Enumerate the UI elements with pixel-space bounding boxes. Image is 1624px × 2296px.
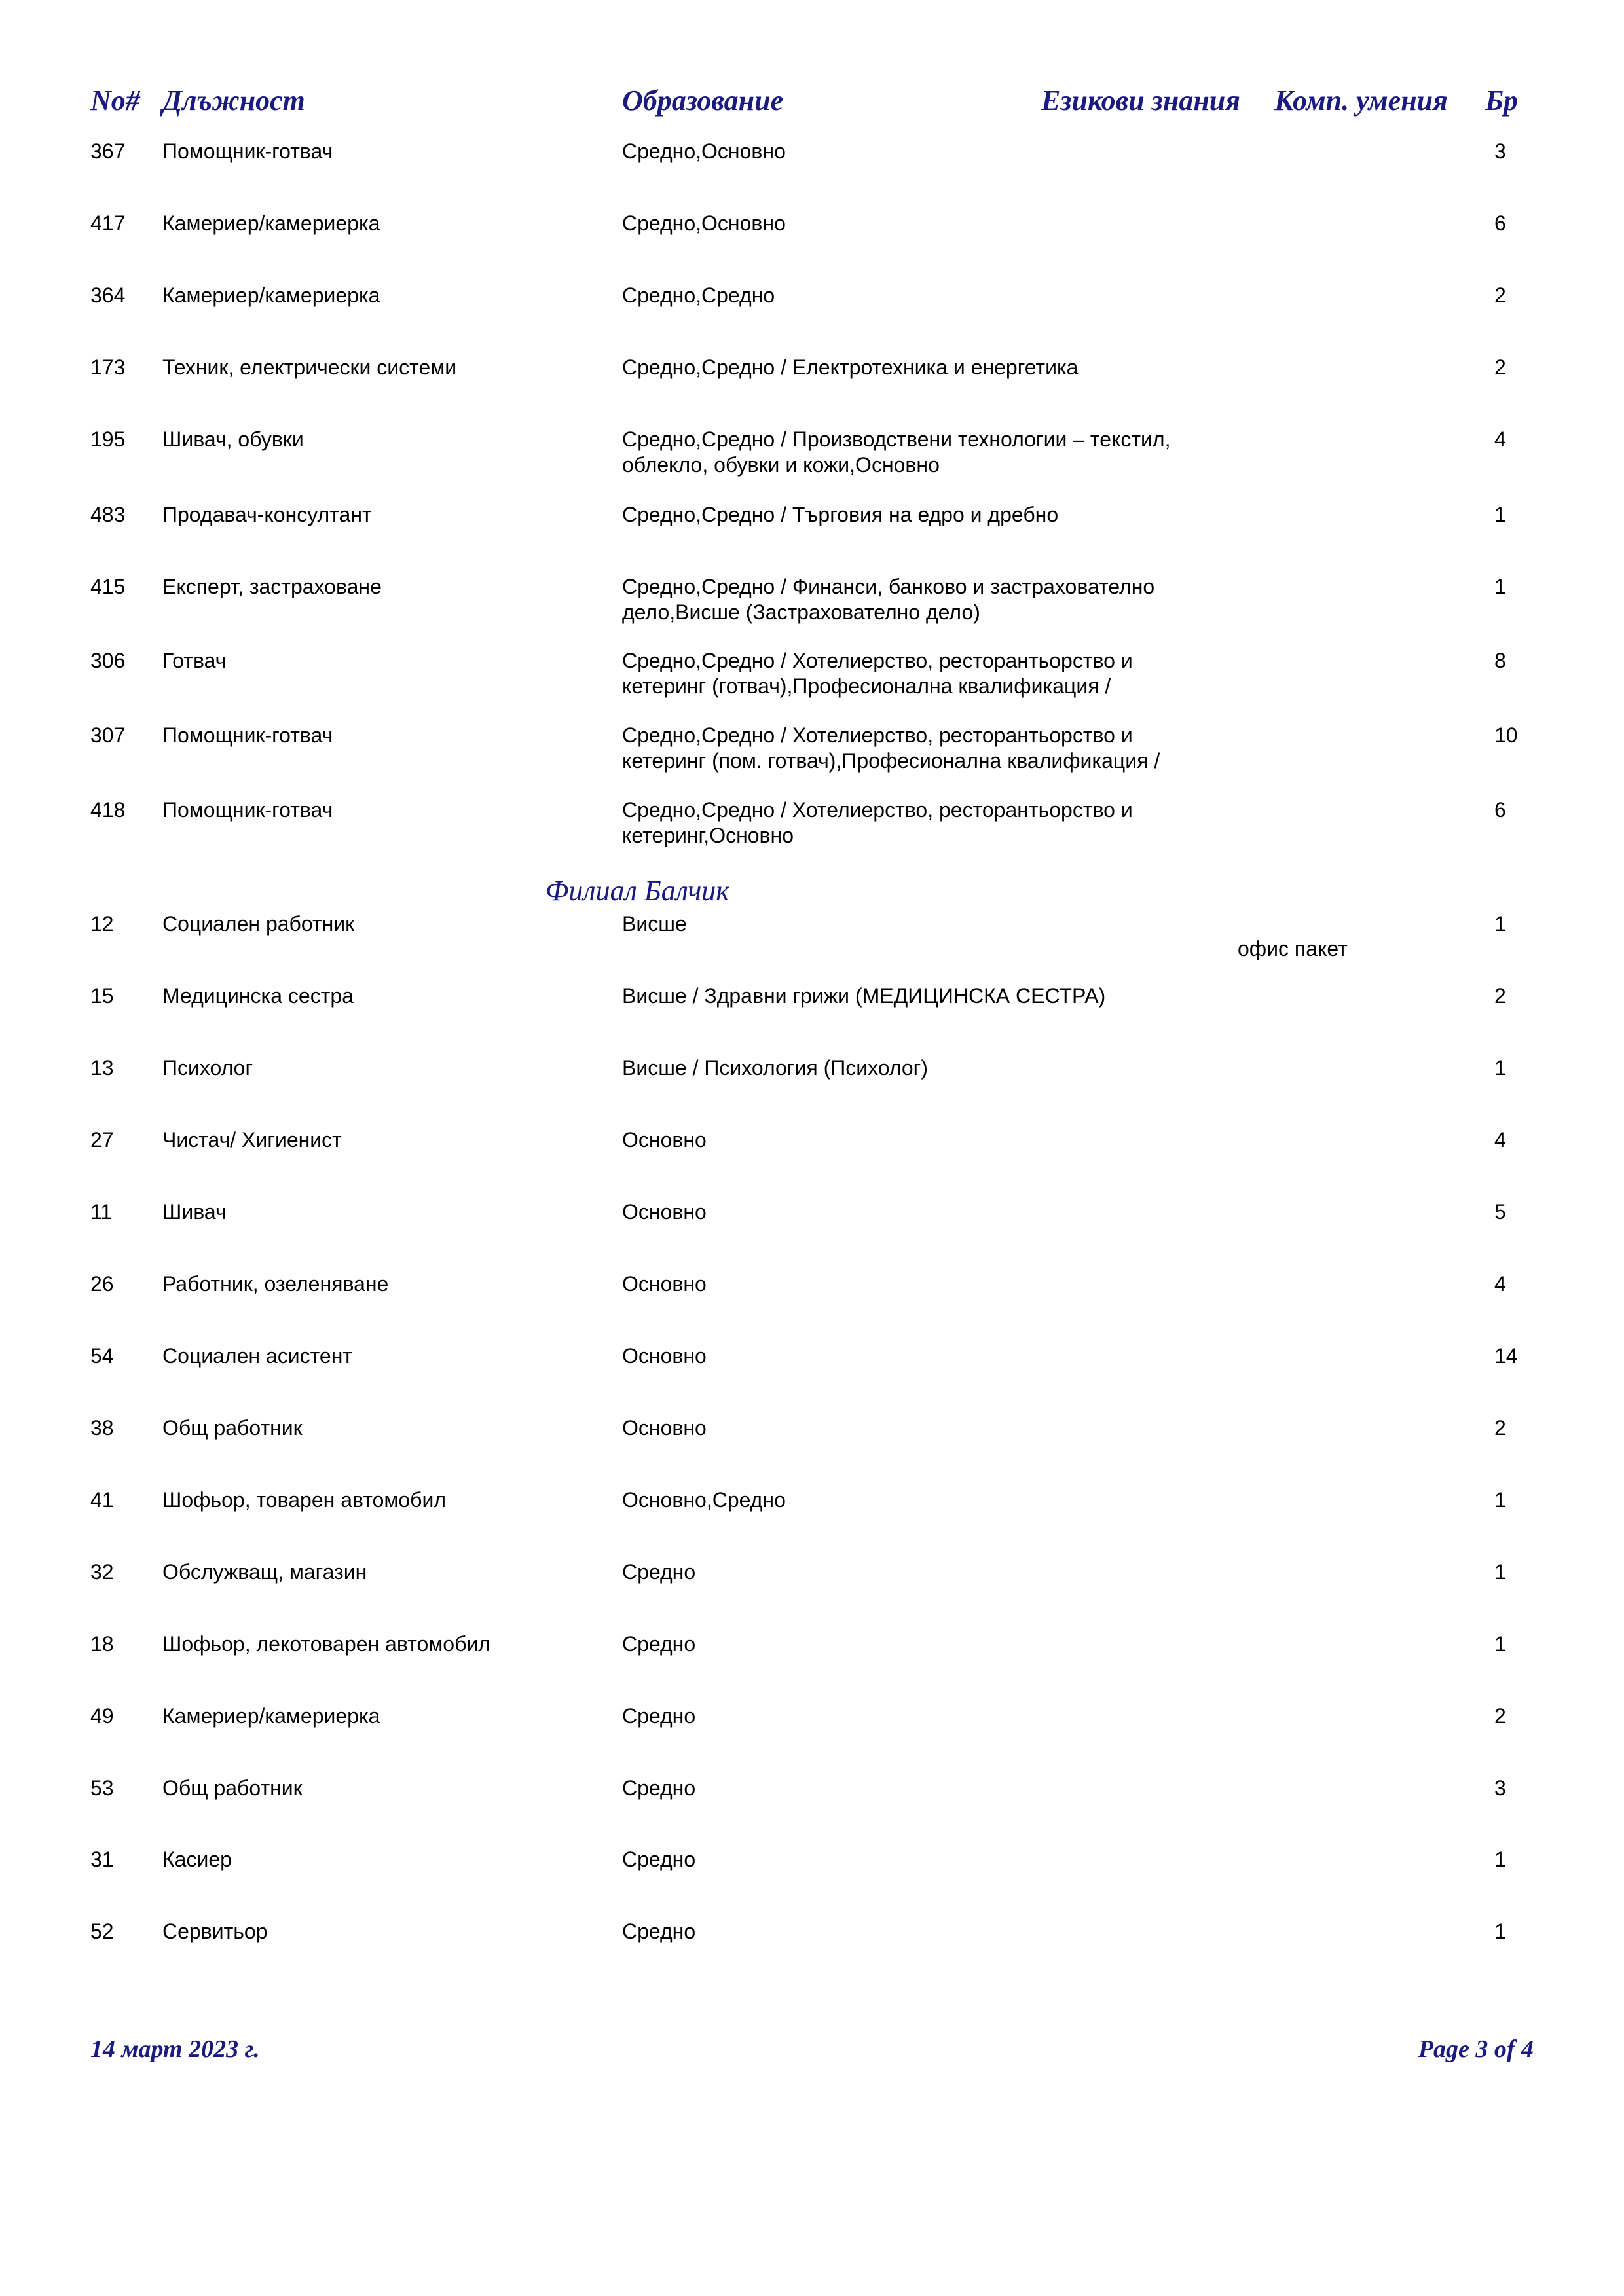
- row-position: Камериер/камериерка: [162, 1704, 380, 1728]
- row-count: 1: [1494, 575, 1506, 598]
- row-count: 2: [1494, 355, 1506, 379]
- row-count: 3: [1494, 1776, 1506, 1800]
- row-education: Основно,Средно: [622, 1488, 786, 1512]
- row-count: 2: [1494, 1416, 1506, 1440]
- row-count: 4: [1494, 1128, 1506, 1152]
- row-position: Продавач-консултант: [162, 503, 372, 526]
- row-count: 1: [1494, 1560, 1506, 1584]
- row-number: 53: [90, 1776, 114, 1800]
- row-number: 41: [90, 1488, 114, 1512]
- row-number: 15: [90, 984, 114, 1008]
- row-position: Обслужващ, магазин: [162, 1560, 367, 1584]
- row-education: Средно,Средно: [622, 283, 775, 307]
- row-count: 5: [1494, 1200, 1506, 1224]
- row-education: Средно,Средно / Електротехника и енергетика: [622, 355, 1079, 379]
- row-education: Средно,Средно / Хотелиерство, ресторантьорство и кетеринг,Основно: [622, 798, 1133, 847]
- row-count: 1: [1494, 503, 1506, 526]
- row-position: Общ работник: [162, 1416, 303, 1440]
- row-position: Шивач, обувки: [162, 428, 304, 451]
- row-education: Средно,Основно: [622, 211, 786, 235]
- row-education: Средно: [622, 1560, 696, 1584]
- header-education: Образование: [622, 84, 784, 117]
- row-count: 1: [1494, 1632, 1506, 1656]
- row-position: Помощник-готвач: [162, 798, 333, 822]
- row-education: Средно: [622, 1632, 696, 1656]
- row-education: Средно,Средно / Производствени технологии – текстил, облекло, обувки и кожи,Основно: [622, 428, 1171, 477]
- row-education: Основно: [622, 1200, 707, 1224]
- row-computer-skills: офис пакет: [1238, 937, 1348, 960]
- row-count: 6: [1494, 798, 1506, 822]
- row-education: Средно,Средно / Хотелиерство, ресторантьорство и кетеринг (пом. готвач),Професионална квалификация /: [622, 723, 1160, 773]
- row-position: Шофьор, товарен автомобил: [162, 1488, 447, 1512]
- row-count: 2: [1494, 984, 1506, 1008]
- row-number: 13: [90, 1056, 114, 1080]
- row-number: 415: [90, 575, 126, 598]
- row-count: 4: [1494, 1272, 1506, 1296]
- row-number: 306: [90, 649, 126, 672]
- row-position: Чистач/ Хигиенист: [162, 1128, 342, 1152]
- row-education: Основно: [622, 1128, 707, 1152]
- row-number: 367: [90, 139, 126, 163]
- row-number: 12: [90, 912, 114, 936]
- row-position: Шофьор, лекотоварен автомобил: [162, 1632, 490, 1656]
- row-position: Психолог: [162, 1056, 253, 1080]
- row-number: 417: [90, 211, 126, 235]
- row-number: 364: [90, 283, 126, 307]
- row-number: 195: [90, 428, 126, 451]
- row-education: Основно: [622, 1272, 707, 1296]
- row-position: Помощник-готвач: [162, 139, 333, 163]
- row-count: 1: [1494, 1488, 1506, 1512]
- row-position: Камериер/камериерка: [162, 211, 380, 235]
- row-number: 418: [90, 798, 126, 822]
- row-count: 2: [1494, 1704, 1506, 1728]
- row-position: Шивач: [162, 1200, 227, 1224]
- row-number: 49: [90, 1704, 114, 1728]
- header-position: Длъжност: [162, 84, 305, 117]
- header-no: No#: [90, 84, 140, 117]
- row-number: 54: [90, 1344, 114, 1368]
- row-number: 307: [90, 723, 126, 747]
- header-computer-skills: Комп. умения: [1274, 84, 1448, 117]
- row-position: Социален асистент: [162, 1344, 353, 1368]
- row-education: Средно,Средно / Хотелиерство, ресторантьорство и кетеринг (готвач),Професионална квалификация /: [622, 649, 1133, 698]
- row-count: 1: [1494, 1920, 1506, 1943]
- row-number: 11: [90, 1200, 113, 1224]
- footer-page-number: Page 3 of 4: [1418, 2035, 1534, 2063]
- row-position: Социален работник: [162, 912, 355, 936]
- row-number: 27: [90, 1128, 114, 1152]
- row-count: 1: [1494, 912, 1506, 936]
- row-number: 32: [90, 1560, 114, 1584]
- row-education: Средно,Средно / Търговия на едро и дребно: [622, 503, 1059, 526]
- header-languages: Езикови знания: [1041, 84, 1240, 117]
- row-position: Техник, електрически системи: [162, 355, 457, 379]
- row-number: 173: [90, 355, 126, 379]
- row-education: Средно: [622, 1848, 696, 1871]
- header-count: Бр: [1485, 84, 1518, 117]
- row-count: 3: [1494, 139, 1506, 163]
- branch-title: Филиал Балчик: [545, 875, 729, 907]
- row-count: 10: [1494, 723, 1518, 747]
- row-count: 6: [1494, 211, 1506, 235]
- row-number: 38: [90, 1416, 114, 1440]
- row-education: Висше / Здравни грижи (МЕДИЦИНСКА СЕСТРА): [622, 984, 1106, 1008]
- row-position: Касиер: [162, 1848, 232, 1871]
- row-education: Средно,Средно / Финанси, банково и застрахователно дело,Висше (Застрахователно дело): [622, 575, 1155, 624]
- row-count: 4: [1494, 428, 1506, 451]
- row-education: Висше / Психология (Психолог): [622, 1056, 928, 1080]
- row-number: 52: [90, 1920, 114, 1943]
- row-education: Средно,Основно: [622, 139, 786, 163]
- row-number: 18: [90, 1632, 114, 1656]
- row-education: Основно: [622, 1416, 707, 1440]
- footer-date: 14 март 2023 г.: [90, 2035, 260, 2063]
- row-number: 483: [90, 503, 126, 526]
- row-position: Готвач: [162, 649, 227, 672]
- row-position: Работник, озеленяване: [162, 1272, 389, 1296]
- row-count: 1: [1494, 1848, 1506, 1871]
- row-number: 31: [90, 1848, 114, 1871]
- row-count: 2: [1494, 283, 1506, 307]
- row-education: Средно: [622, 1776, 696, 1800]
- row-education: Средно: [622, 1920, 696, 1943]
- row-position: Помощник-готвач: [162, 723, 333, 747]
- row-education: Висше: [622, 912, 687, 936]
- row-position: Общ работник: [162, 1776, 303, 1800]
- row-count: 8: [1494, 649, 1506, 672]
- row-count: 1: [1494, 1056, 1506, 1080]
- row-count: 14: [1494, 1344, 1518, 1368]
- row-position: Медицинска сестра: [162, 984, 354, 1008]
- row-position: Сервитьор: [162, 1920, 268, 1943]
- row-position: Камериер/камериерка: [162, 283, 380, 307]
- row-education: Основно: [622, 1344, 707, 1368]
- row-position: Експерт, застраховане: [162, 575, 382, 598]
- row-education: Средно: [622, 1704, 696, 1728]
- row-number: 26: [90, 1272, 114, 1296]
